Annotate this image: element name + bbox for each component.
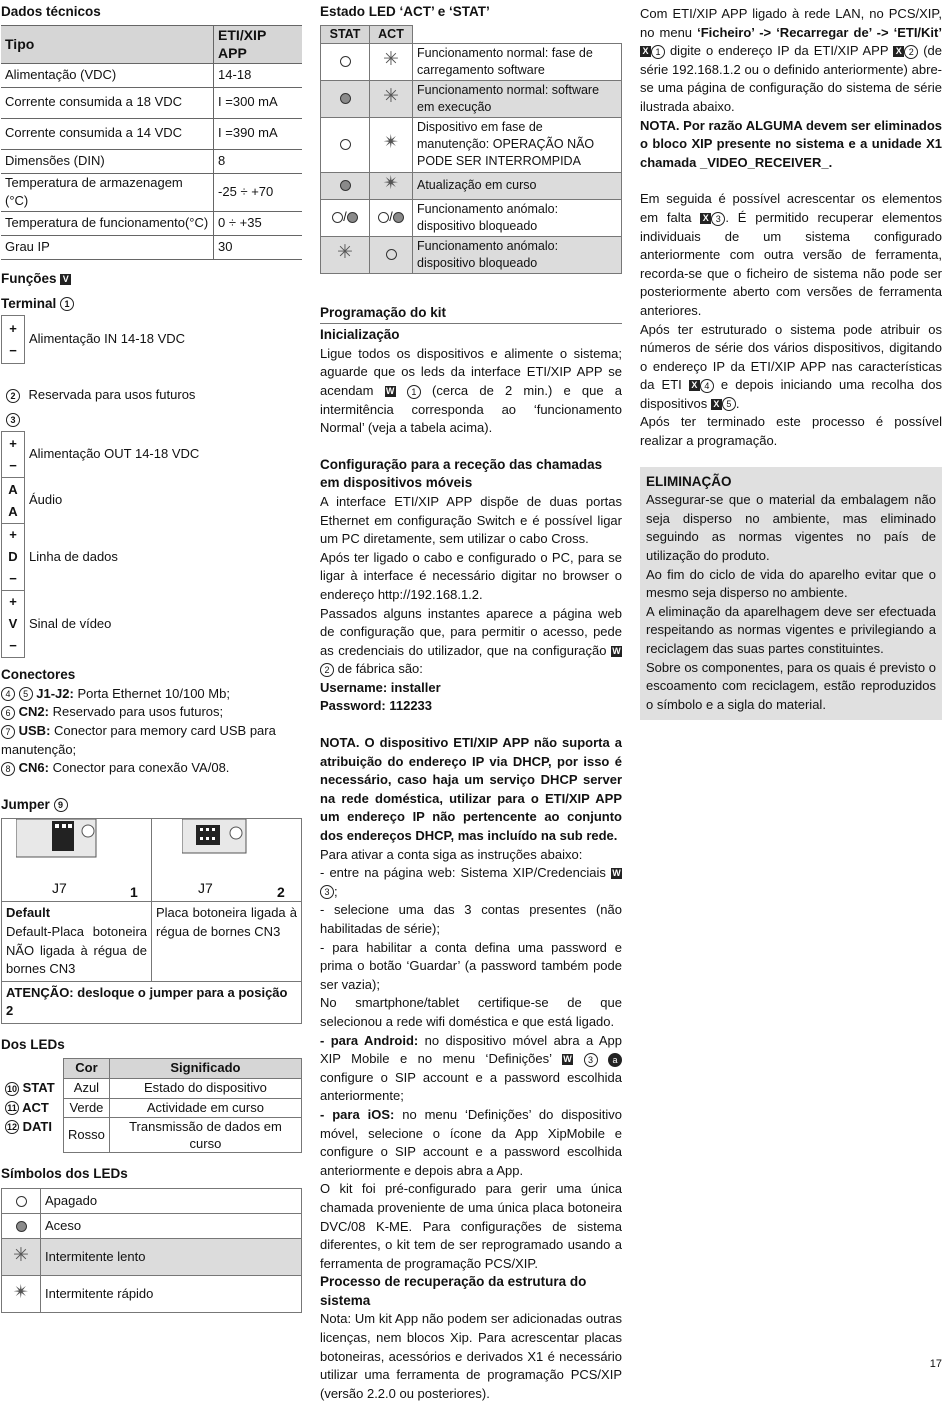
column-2: Estado LED ‘ACT’ e ‘STAT’ STAT ACT ✳ Funcionamento normal: fase de carregamento software ✳ Funcionamento normal: software em execução ✴ Dispositivo em fase de manutenção: OPERAÇÃO NÃO PODE SER INTERROMPIDA ✴ Atualização em curso / / Funcionamento anómalo: dispositivo bloqueado ✳ Funcionamento anómalo: dispositivo bloqueado Programação do kit Inicialização Ligue todos os dispositivos e alimente o sistema; aguarde que os leds da interface ETI/XIP APP se acendam W 1 (cerca de 2 min.) e que a intermitência corresponda ao ‘funcionamento Normal’ (veja a tabela acima). Configuração para a receção das chamadas em dispositivos móveis A interface ETI/XIP APP dispõe de duas portas Ethernet em configuração Switch e é possível ligar um PC diretamente, sem utilizar o cabo Cross. Após ter ligado o cabo e configurado o PC, para se ligar à interface é necessário digitar no browser o endereço http://192.168.1.2. Passados alguns instantes aparece a página web de configuração que, para permitir o acesso, pede as credenciais do utilizador, que na configuração W 2 de fábrica são: Username: installer Password: 112233 NOTA. O dispositivo ETI/XIP APP não suporta a atribuição do endereço IP via DHCP, por isso é necessário, caso haja um serviço DHCP server na rede doméstica, utilizar para o ETI/XIP APP um endereço IP não pertencente ao conjunto dos endereços DHCP, mas incluído na sub rede. Para ativar a conta siga as instruções abaixo: - entre na página web: Sistema XIP/Credenciais W 3 ; - selecione uma das 3 contas presentes (não habilitadas de série); - para habilitar a conta defina uma password e prima o botão ‘Guardar’ (a password também pode ser vazia); No smartphone/tablet certifique-se de que selecionou a rede wifi doméstica e que está ligado. - para Android: no dispositivo móvel abra a App XIP Mobile e no menu ‘Definições’ W 3 a configure o SIP account e a password escolhida anteriormente; - para iOS: no menu ‘Definições’ do dispositivo móvel, selecione o ícone da App XipMobile e configure o SIP account e a password escolhida anteriormente e depois abra a App. O kit foi pré-configurado para gerir uma única chamada proveniente de uma única placa botoneira DVC/08 K-ME. Para configurações de sistema diferentes, o kit tem de ser reprogramado usando a ferramenta de programação PCS/XIP. Processo de recuperação da estrutura do sistema Nota: Um kit App não podem ser adicionadas outras licenças, nem blocos Xip. Para acrescentar placas botoneiras, acessórios e derivados X1 é necessário utilizar uma ferramenta de programação PCS/XIP (versão 2.2.0 ou posteriores). — [320, 4, 622, 1401]
cfg-title: Configuração para a receção das chamadas em dispositivos móveis — [320, 456, 603, 491]
table-row: Tipo ETI/XIP APP — [1, 25, 302, 63]
jumper-title: Jumper 9 — [1, 796, 302, 815]
funcoes-title: Funções V — [1, 270, 302, 289]
conector-item: 8 CN6: Conector para conexão VA/08. — [1, 759, 302, 778]
recov-title: Processo de recuperação da estrutura do sistema — [320, 1274, 587, 1308]
table-row: ✴ Intermitente rápido — [2, 1275, 302, 1312]
table-row: ✳ Intermitente lento — [2, 1238, 302, 1275]
led-on-icon — [340, 93, 351, 104]
prog-title: Programação do kit — [320, 304, 622, 325]
nota: NOTA. O dispositivo ETI/XIP APP não suporta a atribuição do endereço IP via DHCP, por isso é necessário, caso haja um serviço DHCP server na rede doméstica, utilizar para o ETI/XIP APP um endereço IP não pertencente ao conjunto dos endereços DHCP, mas incluído na sub rede. — [320, 735, 622, 844]
led-slow-blink-icon: ✳ — [383, 49, 399, 71]
terminal-row: 2 3 Reservada para usos futuros — [2, 364, 302, 432]
jumper-position-1: J7 1 — [2, 819, 152, 901]
jumper-position-2: J7 2 — [152, 819, 301, 901]
conectores-title: Conectores — [1, 667, 76, 683]
led-off-icon — [340, 56, 351, 67]
leds-title: Dos LEDs — [1, 1036, 65, 1052]
led-slow-blink-icon: ✳ — [13, 1244, 29, 1266]
led-fast-blink-icon: ✴ — [383, 173, 399, 195]
table-row: 11 ACT Verde Actividade em curso — [1, 1098, 302, 1118]
username: Username: installer — [320, 679, 441, 695]
led-off-icon — [378, 212, 389, 223]
jumper-box — [1, 818, 302, 1024]
led-on-icon — [347, 212, 358, 223]
table-row: Cor Significado — [1, 1059, 302, 1079]
terminal-row: + V − Sinal de vídeo — [2, 591, 302, 658]
led-state-table — [320, 25, 622, 274]
table-row: Apagado — [2, 1188, 302, 1213]
symbols-title: Símbolos dos LEDs — [1, 1166, 128, 1182]
jumper-2-icon — [182, 819, 282, 859]
column-1 — [1, 0, 302, 1313]
table-row: Temperatura de funcionamento(°C) 0 ÷ +35 — [1, 211, 302, 235]
table-row: ✳ Funcionamento normal: software em execução — [321, 80, 622, 117]
conector-item: 7 USB: Conector para memory card USB para manutenção; — [1, 722, 276, 757]
jumper-descriptions: Default Default-Placa botoneira NÃO ligada à régua de bornes CN3 Placa botoneira ligada à régua de bornes CN3 — [2, 902, 301, 980]
led-on-icon — [340, 180, 351, 191]
table-row: / / Funcionamento anómalo: dispositivo bloqueado — [321, 199, 622, 236]
jumper-attention: ATENÇÃO: desloque o jumper para a posição 2 — [2, 981, 301, 1023]
terminal-table — [1, 315, 302, 658]
terminal-row: + − Alimentação IN 14-18 VDC — [2, 316, 302, 364]
init-title: Inicialização — [320, 327, 400, 343]
table-row: ✴ Atualização em curso — [321, 172, 622, 199]
led-off-icon — [340, 139, 351, 150]
table-row: Corrente consumida a 18 VDC I =300 mA — [1, 87, 302, 118]
symbols-table — [1, 1188, 302, 1313]
led-off-icon — [386, 249, 397, 260]
led-slow-blink-icon: ✳ — [383, 86, 399, 108]
tech-title: Dados técnicos — [1, 4, 101, 19]
led-state-title: Estado LED ‘ACT’ e ‘STAT’ — [320, 4, 490, 19]
terminal-title: Terminal 1 — [1, 295, 302, 314]
table-row: 12 DATI Rosso Transmissão de dados em curso — [1, 1118, 302, 1153]
table-row: Grau IP 30 — [1, 235, 302, 259]
led-slow-blink-icon: ✳ — [337, 242, 353, 264]
password: Password: 112233 — [320, 698, 433, 714]
table-row: Dimensões (DIN) 8 — [1, 149, 302, 173]
table-row: Aceso — [2, 1213, 302, 1238]
init-text: Ligue todos os dispositivos e alimente o sistema; aguarde que os leds da interface ETI/XIP APP se acendam W 1 (cerca de 2 min.) e que a intermitência corresponda ao ‘funcionamento Normal’ (veja a tabela acima). — [320, 345, 622, 436]
table-row: Alimentação (VDC) 14-18 — [1, 63, 302, 87]
conector-item: 4 5 J1-J2: Porta Ethernet 10/100 Mb; — [1, 685, 302, 704]
table-row: Corrente consumida a 14 VDC I =390 mA — [1, 118, 302, 149]
eliminacao-box: ELIMINAÇÃO Assegurar-se que o material da embalagem não seja disperso no ambiente, mas eliminado seguindo as normas vigentes no país de utilização do produto. Ao fim do ciclo de vida do aparelho evitar que o mesmo seja disperso no ambiente. A eliminação da aparelhagem deve ser efectuada respeitando as normas vigentes e privilegiando a reciclagem das suas partes constituintes. Sobre os componentes, para os quais é previsto o escoamento com reciclagem, estão reproduzidos o símbolo e a sigla do material. — [640, 467, 942, 721]
led-on-icon — [393, 212, 404, 223]
jumper-images — [2, 819, 301, 902]
led-fast-blink-icon: ✴ — [13, 1281, 29, 1303]
nota-col3: NOTA. Por razão ALGUMA devem ser eliminados o bloco XIP presente no sistema e a unidade X1 chamada _VIDEO_RECEIVER_. — [640, 117, 942, 170]
tech-table — [1, 25, 302, 260]
table-row: ✳ Funcionamento anómalo: dispositivo bloqueado — [321, 236, 622, 273]
jumper-1-icon — [16, 819, 116, 859]
leds-table — [1, 1058, 302, 1153]
terminal-row: A A Áudio — [2, 478, 302, 524]
table-row: 10 STAT Azul Estado do dispositivo — [1, 1079, 302, 1099]
column-3: Com ETI/XIP APP ligado à rede LAN, no PCS/XIP, no menu ‘Ficheiro’ -> ‘Recarregar de’ -> ‘ETI/Kit’ X 1 digite o endereço IP da ETI/XIP APP X 2 (de série 192.168.1.2 ou o definido anteriormente) abre-se uma página de configuração do sistema de série ilustrada abaixo. NOTA. Por razão ALGUMA devem ser eliminados o bloco XIP presente no sistema e a unidade X1 chamada _VIDEO_RECEIVER_. Em seguida é possível acrescentar os elementos em falta X 3 . É permitido recuperar elementos individuais de um sistema configurado anteriormente com outra versão de ferramenta, recorda-se que o ficheiro de sistema não pode ser posteriormente aberto com versões de ferramenta anteriores. Após ter estruturado o sistema pode atribuir os números de série dos vários dispositivos, digitando o endereço IP da ETI/XIP APP nas características da ETI X 4 e depois iniciando uma recolha dos dispositivos X 5 . Após ter terminado este processo é possível realizar a programação. ELIMINAÇÃO Assegurar-se que o material da embalagem não seja disperso no ambiente, mas eliminado seguindo as normas vigentes no país de utilização do produto. Ao fim do ciclo de vida do aparelho evitar que o mesmo seja disperso no ambiente. A eliminação da aparelhagem deve ser efectuada respeitando as normas vigentes e privilegiando a reciclagem das suas partes constituintes. Sobre os componentes, para os quais é previsto o escoamento com reciclagem, estão reproduzidos o símbolo e a sigla do material. — [640, 0, 942, 720]
terminal-row: + − Alimentação OUT 14-18 VDC — [2, 432, 302, 478]
led-off-icon — [332, 212, 343, 223]
led-fast-blink-icon: ✴ — [383, 132, 399, 154]
table-row: ✳ Funcionamento normal: fase de carregamento software — [321, 43, 622, 80]
table-row: Temperatura de armazenagem (°C) -25 ÷ +70 — [1, 173, 302, 211]
page-number: 17 — [929, 1358, 942, 1371]
table-row: STAT ACT — [321, 25, 622, 43]
led-on-icon — [16, 1221, 27, 1232]
led-off-icon — [16, 1196, 27, 1207]
conector-item: 6 CN2: Reservado para usos futuros; — [1, 703, 302, 722]
table-row: ✴ Dispositivo em fase de manutenção: OPERAÇÃO NÃO PODE SER INTERROMPIDA — [321, 117, 622, 172]
elim-title: ELIMINAÇÃO — [646, 473, 732, 489]
terminal-row: + D − Linha de dados — [2, 524, 302, 591]
